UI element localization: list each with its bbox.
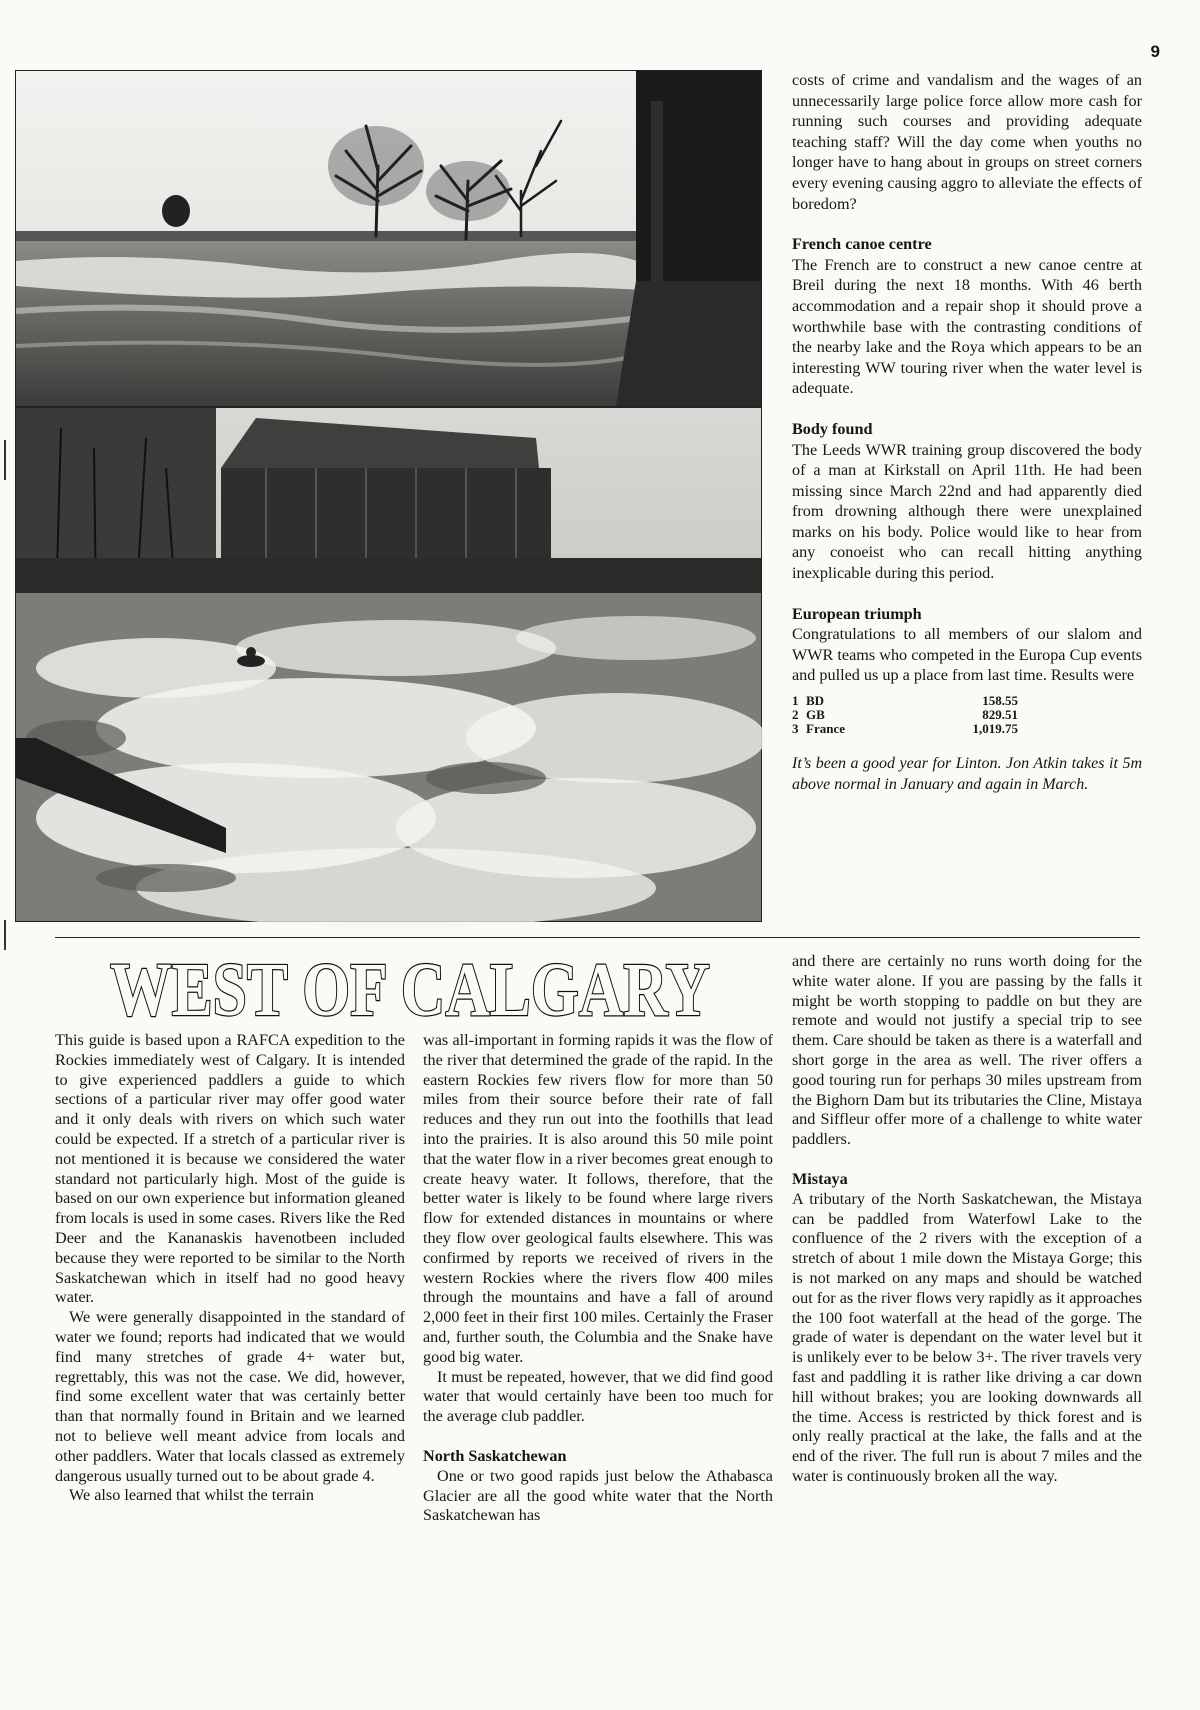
result-score: 829.51 (982, 707, 1018, 723)
result-score: 158.55 (982, 693, 1018, 709)
result-team: BD (806, 693, 825, 709)
mill-rapids-photo (15, 407, 762, 922)
section-heading-north-saskatchewan: North Saskatchewan (423, 1446, 567, 1465)
article-headline-text: WEST OF CALGARY (110, 948, 710, 1032)
binding-edge-mark (4, 440, 6, 480)
results-row (792, 722, 1142, 736)
article-paragraph: and there are certainly no runs worth doing for the white water alone. If you are passing by the falls it might be worth stopping to paddle on but they are remote and would not justify a special trip to see them. Care should be taken as there is a waterfall and short gorge in the area as well. The river offers a good touring run for perhaps 30 miles upstream from the Bighorn Dam but its tributaries the Cline, Mistaya and Siffleur offer more of a challenge to white water paddlers. (792, 952, 1142, 1149)
photo-caption: It’s been a good year for Linton. Jon Atkin takes it 5m above normal in January and again in March. (792, 755, 1142, 793)
result-team: France (806, 721, 845, 737)
article-column-2 (423, 1031, 773, 1526)
news-intro-paragraph: costs of crime and vandalism and the wages of an unnecessarily large police force allow more cash for running such courses and providing adequate teaching staff? Will the day come when youths no longer have to hang about in groups on street corners every evening causing aggro to alleviate the effects of boredom? (792, 71, 1142, 213)
weir-photo (15, 70, 762, 407)
result-team: GB (806, 707, 825, 723)
section-body-european-triumph: Congratulations to all members of our slalom and WWR teams who competed in the Europa Cup events and pulled us up a place from last time. Results were (792, 625, 1142, 685)
page-number: 9 (1150, 42, 1160, 61)
section-heading-european-triumph: European triumph (792, 604, 922, 623)
results-table (792, 694, 1142, 736)
article-paragraph: This guide is based upon a RAFCA expedition to the Rockies immediately west of Calgary. It is intended to give experienced paddlers a guide to which sections of a particular river may offer good water and it only deals with rivers on which such water could be expected. If a stretch of a particular river is not mentioned it is because we considered the water standard not particularly high. Most of the guide is based on our own experience but information gleaned from locals is used in some cases. Rivers like the Red Deer and the Kananaskis havenotbeen included because they were reported to be similar to the North Saskatchewan which in itself had no good heavy water. (55, 1031, 405, 1307)
result-score: 1,019.75 (972, 721, 1018, 737)
section-heading-body-found: Body found (792, 419, 873, 438)
result-position: 2 (792, 707, 799, 723)
binding-edge-mark (4, 920, 6, 950)
article-paragraph: A tributary of the North Saskatchewan, the Mistaya can be paddled from Waterfowl Lake to the confluence of the 2 rivers with the exception of a stretch of about 1 mile down the Mistaya Gorge; this is not marked on any maps and should be watched out for as the river flows very rapidly as it approaches the 100 foot waterfall at the head of the gorge. The grade of water is dependant on the water level but it is unlikely ever to be below 3+. The river travels very fast and paddling it is rather like driving a car down hill without brakes; you are looking downwards all the time. Access is restricted by thick forest and is only really practical at the lake, the falls and at the end of the river. The full run is about 7 miles and the water is continuously broken all the way. (792, 1189, 1142, 1485)
article-paragraph: We also learned that whilst the terrain (69, 1486, 315, 1505)
result-position: 3 (792, 721, 799, 737)
news-column (792, 70, 1142, 795)
article-paragraph: was all-important in forming rapids it was the flow of the river that determined the grade of the rapid. In the eastern Rockies few rivers flow for more than 50 miles from their source before their rate of fall reduces and they run out into the foothills that lead into the prairies. It is also around this 50 mile point that the water flow in a river becomes great enough to create heavy water. It follows, therefore, that the better water is likely to be found where large rivers flow for extended distances in mountains or where they flow over geological faults elsewhere. This was confirmed by reports we received of rivers in the western Rockies where the rivers flow 400 miles through the mountains and have a fall of around 2,000 feet in their first 100 miles. Certainly the Fraser and, further south, the Columbia and the Snake have good big water. (423, 1031, 773, 1366)
article-paragraph: It must be repeated, however, that we did find good water that would certainly have been too much for the average club paddler. (423, 1367, 773, 1426)
section-heading-mistaya: Mistaya (792, 1169, 848, 1188)
results-row (792, 708, 1142, 722)
results-row (792, 694, 1142, 708)
section-divider (55, 937, 1140, 938)
article-paragraph: One or two good rapids just below the Athabasca Glacier are all the good white water that the North Saskatchewan has (423, 1466, 773, 1525)
section-body-body-found: The Leeds WWR training group discovered the body of a man at Kirkstall on April 11th. He had been missing since March 22nd and had apparently died from drowning although there were unexplained marks on his body. Police would like to hear from any conoeist who can recall hitting anything inexplicable during this period. (792, 440, 1142, 583)
article-column-1 (55, 1031, 405, 1506)
article-column-3 (792, 952, 1142, 1487)
result-position: 1 (792, 693, 799, 709)
section-heading-french-canoe-centre: French canoe centre (792, 235, 932, 254)
section-body-french-canoe-centre: The French are to construct a new canoe centre at Breil during the next 18 months. With 46 berth accommodation and a repair shop it should prove a worthwhile base with the contrasting conditions of the nearby lake and the Roya which appears to be an interesting WW touring river when the water level is adequate. (792, 255, 1142, 398)
article-paragraph: We were generally disappointed in the standard of water we found; reports had indicated that we would find many stretches of grade 4+ water but, regrettably, this was not the case. We did, however, find some excellent water that was certainly better than that normally found in Britain and we learned not to believe well meant advice from locals and other paddlers. Water that locals classed as extremely dangerous usually turned out to be about grade 4. (55, 1308, 405, 1485)
article-headline (100, 945, 720, 1032)
